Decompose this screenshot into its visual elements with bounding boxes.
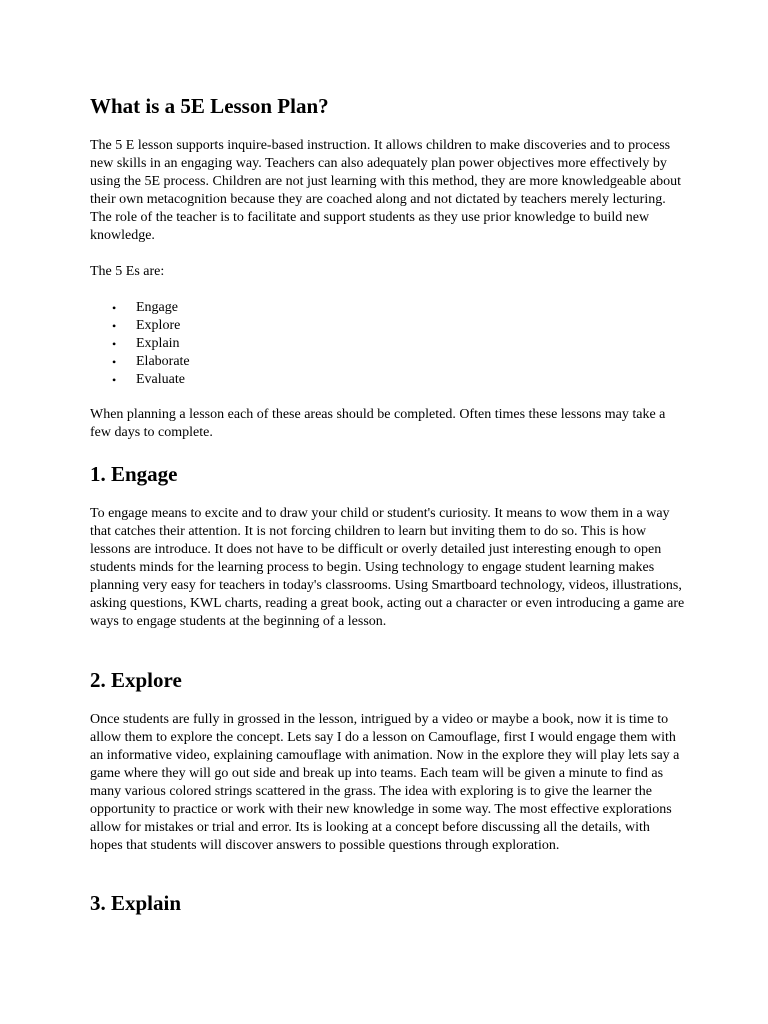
bullet-icon: •: [112, 355, 117, 369]
list-item: • Explain: [112, 336, 180, 351]
es-label: The 5 Es are:: [90, 264, 165, 279]
planning-note: When planning a lesson each of these areas should be completed. Often times these lessons may take a few days to complete.: [90, 407, 666, 440]
section-heading-explain: 3. Explain: [90, 891, 182, 915]
section-body-explore: Once students are fully in grossed in the lesson, intrigued by a video or maybe a book, now it is time to allow them to explore the concept. Lets say I do a lesson on Camouflage, first I would engage them with an informative video, explaining camouflage with animation. Now in the explore they will play lets say a game where they will go out side and break up into teams. Each team will be given a minute to find as many various colored strings scattered in the grass. The idea with exploring is to give the learner the opportunity to practice or work with their new knowledge in some way. The most effective explorations allow for mistakes or trial and error. Its is looking at a concept before discussing all the details, with hopes that students will discover answers to possible questions through exploration.: [90, 712, 680, 853]
list-item: • Explore: [112, 318, 181, 333]
intro-paragraph: The 5 E lesson supports inquire-based instruction. It allows children to make discoveries and to process new skills in an engaging way. Teachers can also adequately plan power objectives more effectively by using the 5E process. Children are not just learning with this method, they are more knowledgeable about their own metacognition because they are coached along and not dictated by teachers merely lecturing. The role of the teacher is to facilitate and support students as they use prior knowledge to build new knowledge.: [90, 138, 681, 243]
page-title: What is a 5E Lesson Plan?: [90, 94, 329, 118]
bullet-icon: •: [112, 301, 117, 315]
section-body-engage: To engage means to excite and to draw your child or student's curiosity. It means to wow them in a way that catches their attention. It is not forcing children to learn but inviting them to do so. This is how lessons are introduce. It does not have to be difficult or overly detailed just interesting enough to open students minds for the learning process to begin. Using technology to engage student learning makes planning very easy for teachers in today's classrooms. Using Smartboard technology, videos, illustrations, asking questions, KWL charts, reading a great book, acting out a character or even introducing a game are ways to engage students at the beginning of a lesson.: [90, 506, 685, 629]
bullet-icon: •: [112, 373, 117, 387]
section-heading-explore: 2. Explore: [90, 668, 182, 692]
es-list: [90, 299, 190, 389]
section-heading-engage: 1. Engage: [90, 462, 178, 486]
list-item: • Evaluate: [112, 372, 185, 387]
list-item: • Engage: [112, 300, 178, 315]
list-item: • Elaborate: [112, 354, 190, 369]
bullet-icon: •: [112, 319, 117, 333]
bullet-icon: •: [112, 337, 117, 351]
